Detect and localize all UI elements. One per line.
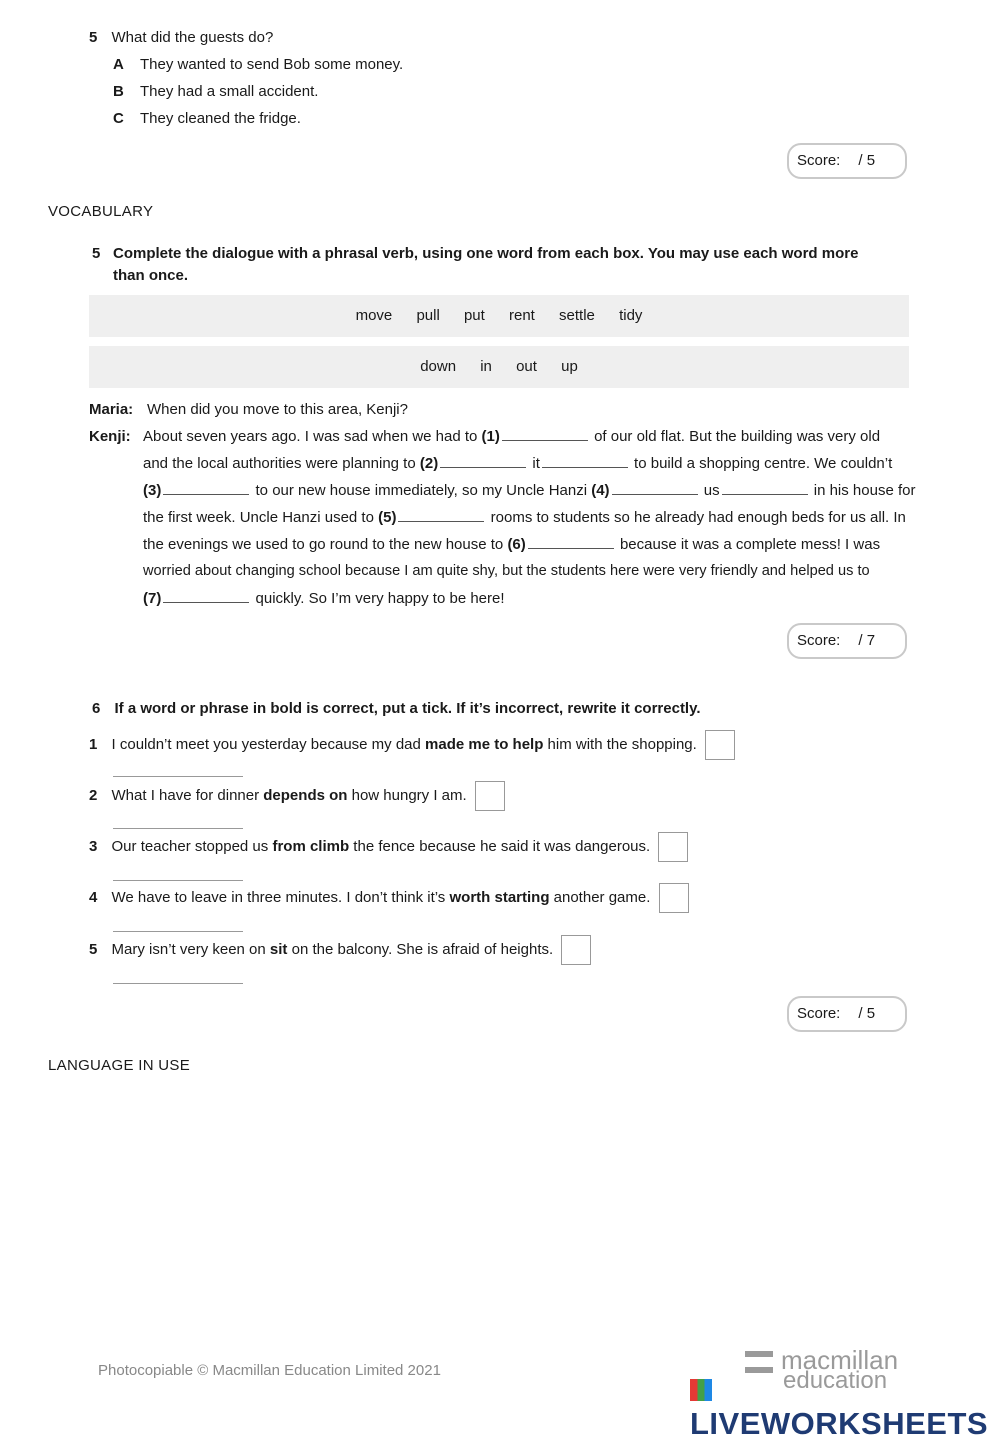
item-text: him with the shopping. <box>543 735 697 753</box>
brand-name: macmillan <box>781 1345 899 1375</box>
option-b[interactable] <box>113 83 318 100</box>
copyright-footer: Photocopiable © Macmillan Education Limited 2021 <box>98 1362 441 1379</box>
item-text: Mary isn’t very keen on <box>111 940 270 958</box>
word: pull <box>416 307 440 324</box>
speaker-maria: Maria: <box>89 401 134 418</box>
item-number: 2 <box>89 786 98 804</box>
score-total: / 7 <box>858 632 876 649</box>
q6-item-5 <box>89 935 591 965</box>
question-text: What did the guests do? <box>111 29 274 46</box>
q6-item-4 <box>89 883 689 913</box>
item-bold-phrase: made me to help <box>425 735 544 753</box>
q6-item-1 <box>89 730 735 760</box>
gap-input-4a[interactable] <box>612 482 698 495</box>
gap-number: (7) <box>143 590 162 607</box>
section-heading-vocabulary: VOCABULARY <box>48 203 154 220</box>
brand-name-secondary: education <box>783 1367 888 1394</box>
word: settle <box>559 307 595 324</box>
option-text: They had a small accident. <box>140 83 319 100</box>
question-number: 6 <box>92 700 101 717</box>
score-label: Score: <box>797 1005 841 1022</box>
text: in his house for <box>813 482 916 499</box>
option-a[interactable] <box>113 56 403 73</box>
word: up <box>561 358 578 375</box>
word-box-particles <box>89 346 909 388</box>
option-letter: B <box>113 83 124 100</box>
answer-line-4[interactable] <box>113 931 243 932</box>
option-letter: A <box>113 56 124 73</box>
item-text: Our teacher stopped us <box>111 837 273 855</box>
dialogue-line <box>143 590 505 607</box>
question-6-instruction <box>92 698 701 720</box>
dialogue-line: worried about changing school because I am quite shy, but the students here were very friendly and helped us to <box>143 563 870 579</box>
text: to build a shopping centre. We couldn’t <box>634 455 893 472</box>
score-label: Score: <box>797 632 841 649</box>
q6-item-2 <box>89 781 505 811</box>
text: to our new house immediately, so my Uncle Hanzi <box>255 482 588 499</box>
answer-line-5[interactable] <box>113 983 243 984</box>
item-number: 1 <box>89 735 98 753</box>
text: the evenings we used to go round to the new house to <box>143 536 504 553</box>
word: rent <box>509 307 535 324</box>
instruction-text: If a word or phrase in bold is correct, put a tick. If it’s incorrect, rewrite it correctly. <box>114 700 701 717</box>
dialogue-line <box>143 509 906 526</box>
item-text: the fence because he said it was dangerous. <box>349 837 651 855</box>
liveworksheets-watermark <box>690 1370 1000 1442</box>
text: of our old flat. But the building was very old <box>594 428 881 445</box>
answer-line-3[interactable] <box>113 880 243 881</box>
dialogue-line <box>143 536 880 553</box>
tick-box[interactable] <box>705 730 735 760</box>
instruction-text: Complete the dialogue with a phrasal verb, using one word from each box. You may use each word more than once. <box>113 245 859 284</box>
score-total: / 5 <box>858 152 876 169</box>
word: put <box>463 307 485 324</box>
score-total: / 5 <box>858 1005 876 1022</box>
gap-input-4b[interactable] <box>722 482 808 495</box>
item-text: We have to leave in three minutes. I don’t think it’s <box>111 888 450 906</box>
score-label: Score: <box>797 152 841 169</box>
item-bold-phrase: from climb <box>272 837 350 855</box>
score-box-listening[interactable] <box>787 143 907 179</box>
item-number: 4 <box>89 888 98 906</box>
score-box-q6[interactable] <box>787 996 907 1032</box>
word: down <box>420 358 457 375</box>
option-letter: C <box>113 110 124 127</box>
word: tidy <box>619 307 643 324</box>
gap-number: (4) <box>591 482 610 499</box>
liveworksheets-icon <box>690 1379 712 1401</box>
gap-input-2b[interactable] <box>542 455 628 468</box>
gap-number: (5) <box>378 509 397 526</box>
question-number: 5 <box>89 29 98 46</box>
text: quickly. So I’m very happy to be here! <box>255 590 505 607</box>
item-text: how hungry I am. <box>347 786 467 804</box>
item-bold-phrase: depends on <box>263 786 348 804</box>
word: in <box>480 358 492 375</box>
text: because it was a complete mess! I was <box>619 536 881 553</box>
gap-number: (3) <box>143 482 162 499</box>
tick-box[interactable] <box>658 832 688 862</box>
dialogue-line: When did you move to this area, Kenji? <box>147 401 408 418</box>
dialogue <box>89 401 919 621</box>
gap-input-2a[interactable] <box>440 455 526 468</box>
answer-line-2[interactable] <box>113 828 243 829</box>
gap-input-6[interactable] <box>528 536 614 549</box>
dialogue-line <box>143 482 915 499</box>
section-heading-language-in-use: LANGUAGE IN USE <box>48 1057 191 1074</box>
gap-number: (1) <box>481 428 500 445</box>
text: us <box>703 482 720 499</box>
gap-number: (6) <box>507 536 526 553</box>
dialogue-line <box>143 428 880 445</box>
item-text: I couldn’t meet you yesterday because my dad <box>111 735 426 753</box>
gap-input-5[interactable] <box>398 509 484 522</box>
text: it <box>532 455 540 472</box>
item-bold-phrase: sit <box>269 940 288 958</box>
text: and the local authorities were planning to <box>143 455 416 472</box>
item-number: 3 <box>89 837 98 855</box>
text: rooms to students so he already had enough beds for us all. In <box>490 509 906 526</box>
gap-input-7[interactable] <box>163 590 249 603</box>
option-c[interactable] <box>113 110 301 127</box>
word: move <box>355 307 393 324</box>
tick-box[interactable] <box>659 883 689 913</box>
tick-box[interactable] <box>561 935 591 965</box>
item-text: another game. <box>549 888 651 906</box>
speaker-kenji: Kenji: <box>89 428 131 445</box>
watermark-text: LIVEWORKSHEETS <box>690 1406 989 1441</box>
q6-item-3 <box>89 832 688 862</box>
gap-input-3[interactable] <box>163 482 249 495</box>
item-bold-phrase: worth starting <box>449 888 550 906</box>
score-box-vocabulary[interactable] <box>787 623 907 659</box>
question-number: 5 <box>92 245 101 262</box>
text: About seven years ago. I was sad when we had to <box>143 428 478 445</box>
option-text: They wanted to send Bob some money. <box>140 56 404 73</box>
word: out <box>516 358 537 375</box>
dialogue-line <box>143 455 892 472</box>
item-number: 5 <box>89 940 98 958</box>
gap-number: (2) <box>419 455 439 472</box>
tick-box[interactable] <box>475 781 505 811</box>
word-box-verbs <box>89 295 909 337</box>
answer-line-1[interactable] <box>113 776 243 777</box>
vocabulary-instruction <box>92 243 892 287</box>
item-text: What I have for dinner <box>111 786 264 804</box>
gap-input-1[interactable] <box>502 428 588 441</box>
option-text: They cleaned the fridge. <box>140 110 301 127</box>
text: the first week. Uncle Hanzi used to <box>143 509 374 526</box>
item-text: on the balcony. She is afraid of heights. <box>287 940 554 958</box>
question-5 <box>89 29 273 46</box>
